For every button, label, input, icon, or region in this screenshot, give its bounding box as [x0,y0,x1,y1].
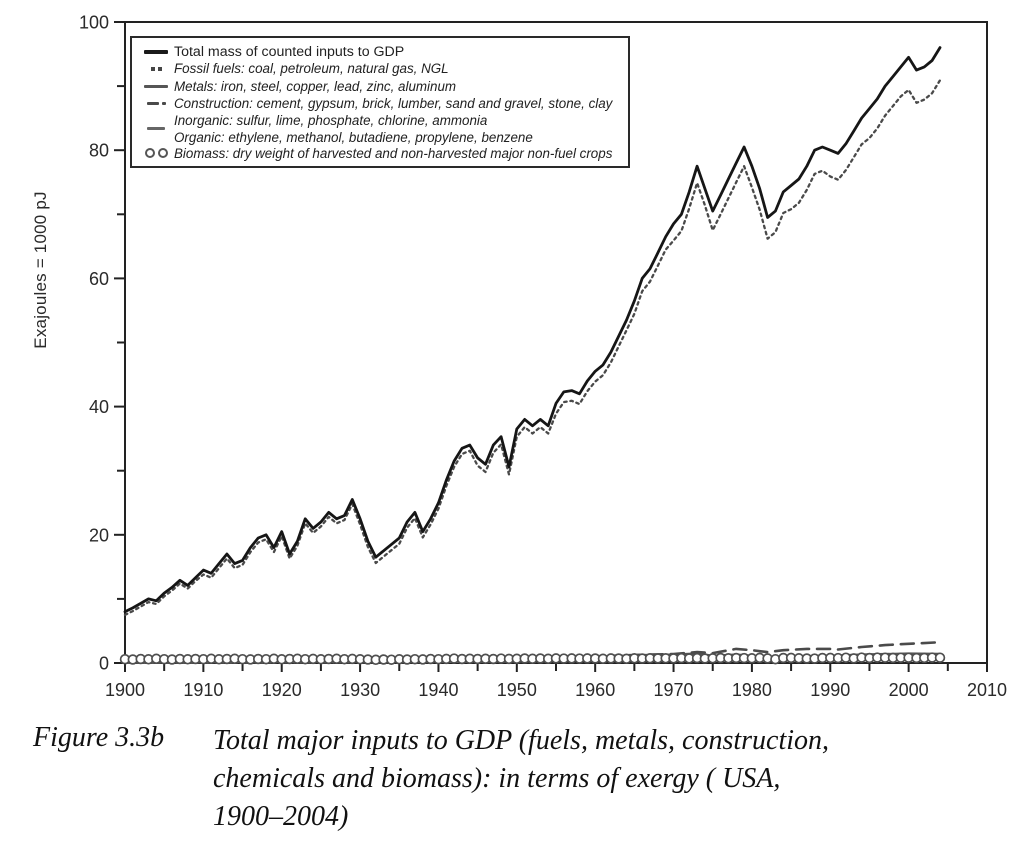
y-tick-label: 20 [88,525,109,546]
x-tick-label: 1920 [261,680,302,700]
legend-item-total [138,43,622,60]
legend-label-fossil: Fossil fuels: coal, petroleum, natural gas, NGL [174,61,449,77]
y-tick-label: 100 [78,12,109,33]
solid-grey-line-icon [138,85,174,89]
y-axis-title: Exajoules = 1000 pJ [31,191,50,349]
x-tick-label: 1950 [496,680,537,700]
y-tick-label: 80 [88,140,109,161]
caption-line: chemicals and biomass): in terms of exergy ( USA, [213,763,781,794]
y-tick-label: 40 [88,397,109,418]
grey-dash-icon [138,127,174,131]
legend-item-metals [138,78,622,95]
legend-item-fossil [138,60,622,77]
open-circles-icon [138,148,174,158]
caption-line: 1900–2004) [213,801,349,832]
x-tick-label: 1980 [731,680,772,700]
legend-item-biomass [138,145,622,162]
x-tick-label: 1930 [340,680,381,700]
dash-dot-line-icon [138,102,174,106]
solid-black-line-icon [138,50,174,54]
x-tick-label: 1990 [810,680,851,700]
legend-label-organic: Organic: ethylene, methanol, butadiene, propylene, benzene [174,129,533,145]
legend-label-total: Total mass of counted inputs to GDP [174,43,405,60]
legend [130,36,630,168]
legend-label-construction: Construction: cement, gypsum, brick, lumber, sand and gravel, stone, clay [174,96,613,112]
y-tick-label: 60 [88,268,109,289]
x-tick-label: 2010 [966,680,1008,700]
x-tick-label: 1960 [575,680,616,700]
legend-item-inorganic-organic [138,113,622,145]
legend-item-construction [138,95,622,112]
x-tick-label: 1970 [653,680,694,700]
figure-caption [213,722,973,836]
legend-label-biomass: Biomass: dry weight of harvested and non-harvested major non-fuel crops [174,145,613,161]
x-tick-label: 1910 [183,680,224,700]
y-tick-label: 0 [98,653,109,674]
x-tick-label: 2000 [888,680,929,700]
caption-line: Total major inputs to GDP (fuels, metals, construction, [213,725,830,756]
figure-label: Figure 3.3b [33,722,165,753]
legend-label-inorganic: Inorganic: sulfur, lime, phosphate, chlorine, ammonia [174,112,488,128]
x-tick-label: 1940 [418,680,459,700]
legend-label-metals: Metals: iron, steel, copper, lead, zinc, aluminum [174,78,457,94]
dotted-line-icon [138,67,174,71]
x-tick-label: 1900 [104,680,146,700]
series-biomass-marker [936,653,945,662]
